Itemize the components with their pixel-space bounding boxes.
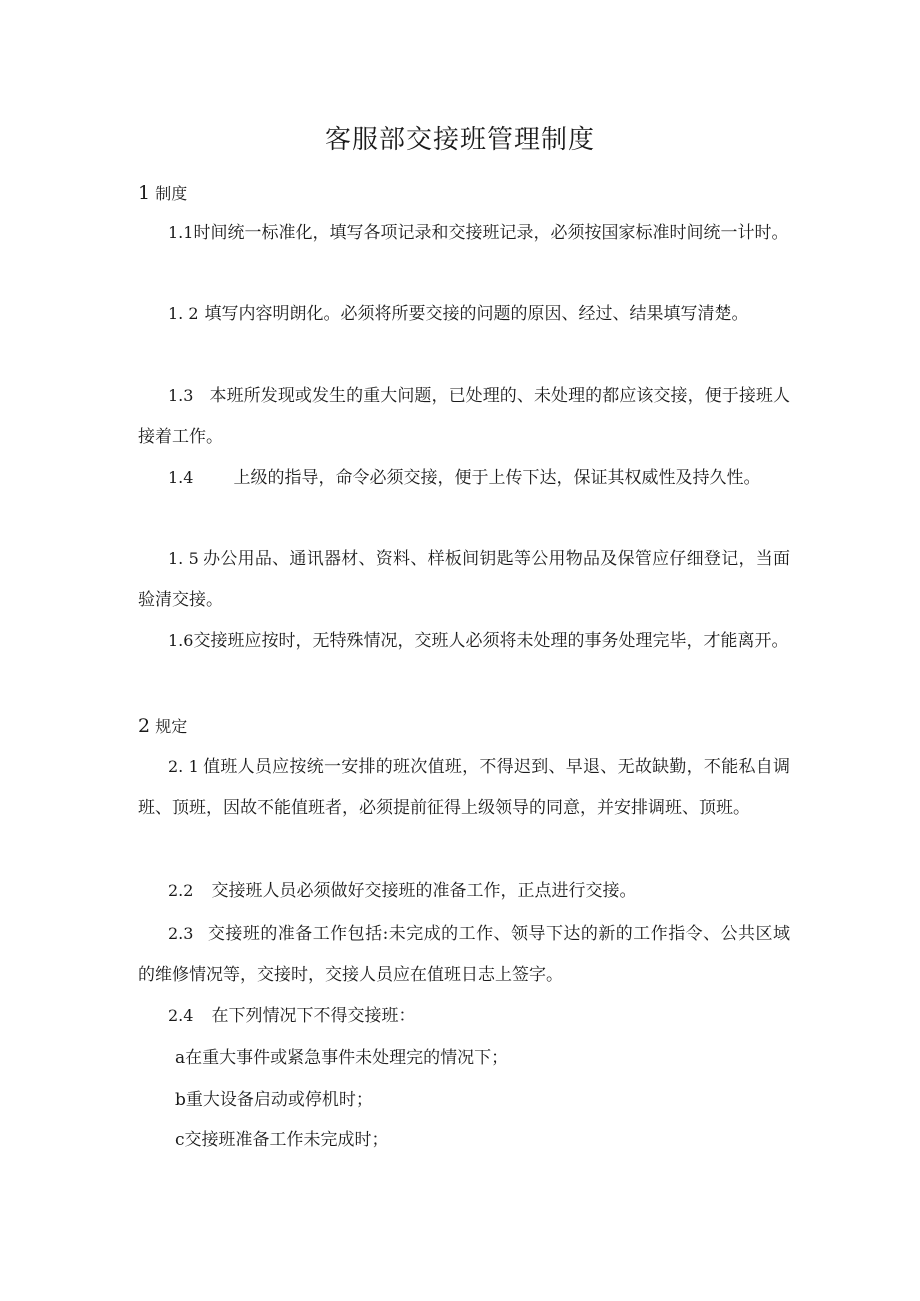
section-heading-1 bbox=[138, 180, 187, 207]
section-heading-2 bbox=[138, 713, 187, 740]
section-title: 制度 bbox=[155, 184, 188, 203]
list-item bbox=[175, 1127, 389, 1153]
paragraph-text: 交接班人员必须做好交接班的准备工作，正点进行交接。 bbox=[211, 881, 637, 901]
paragraph-number: 1. 2 bbox=[168, 304, 199, 323]
list-marker: b bbox=[175, 1090, 186, 1110]
paragraph-text: 填写内容明朗化。必须将所要交接的问题的原因、经过、结果填写清楚。 bbox=[204, 304, 749, 324]
section-title: 规定 bbox=[155, 717, 188, 736]
paragraph-text: 时间统一标准化，填写各项记录和交接班记录，必须按国家标准时间统一计时。 bbox=[193, 223, 789, 243]
paragraph-number: 2.4 bbox=[168, 1006, 194, 1025]
paragraph bbox=[138, 620, 790, 662]
list-item bbox=[175, 1087, 373, 1113]
paragraph-number: 1.1 bbox=[168, 223, 194, 242]
paragraph-number: 2.2 bbox=[168, 881, 194, 900]
paragraph-text: 在下列情况下不得交接班： bbox=[211, 1006, 416, 1026]
paragraph-text: 上级的指导，命令必须交接，便于上传下达，保证其权威性及持久性。 bbox=[233, 468, 761, 488]
paragraph bbox=[138, 538, 790, 621]
paragraph-number: 1.3 bbox=[168, 386, 194, 405]
paragraph bbox=[138, 913, 790, 996]
list-item-text: 交接班准备工作未完成时； bbox=[184, 1130, 389, 1150]
paragraph bbox=[138, 995, 790, 1037]
paragraph bbox=[138, 746, 790, 829]
list-marker: a bbox=[175, 1048, 186, 1068]
paragraph-text: 值班人员应按统一安排的班次值班，不得迟到、早退、无故缺勤，不能私自调班、顶班，因故不能值班者，必须提前征得上级领导的同意，并安排调班、顶班。 bbox=[138, 757, 791, 818]
list-item-text: 在重大事件或紧急事件未处理完的情况下； bbox=[185, 1048, 509, 1068]
paragraph-number: 2. 1 bbox=[168, 757, 199, 776]
paragraph bbox=[138, 870, 790, 912]
paragraph-number: 1. 5 bbox=[168, 549, 199, 568]
list-item-text: 重大设备启动或停机时； bbox=[185, 1090, 373, 1110]
list-item bbox=[175, 1045, 508, 1071]
page-title: 客服部交接班管理制度 bbox=[324, 125, 595, 155]
paragraph-text: 本班所发现或发生的重大问题，已处理的、未处理的都应该交接，便于接班人接着工作。 bbox=[138, 386, 790, 447]
paragraph-number: 1.4 bbox=[168, 468, 194, 487]
paragraph-number: 1.6 bbox=[168, 631, 194, 650]
paragraph bbox=[138, 212, 790, 254]
paragraph-number: 2.3 bbox=[168, 924, 194, 943]
paragraph-text: 交接班的准备工作包括:未完成的工作、领导下达的新的工作指令、公共区域的维修情况等，交接时，交接人员应在值班日志上签字。 bbox=[138, 924, 790, 985]
section-number: 1 bbox=[138, 182, 151, 204]
paragraph-text: 办公用品、通讯器材、资料、样板间钥匙等公用物品及保管应仔细登记，当面验清交接。 bbox=[138, 549, 791, 610]
list-marker: c bbox=[175, 1130, 185, 1150]
paragraph bbox=[138, 457, 790, 499]
section-number: 2 bbox=[138, 715, 151, 737]
paragraph bbox=[138, 293, 790, 335]
paragraph bbox=[138, 375, 790, 458]
paragraph-text: 交接班应按时，无特殊情况，交班人必须将未处理的事务处理完毕，才能离开。 bbox=[193, 631, 789, 651]
